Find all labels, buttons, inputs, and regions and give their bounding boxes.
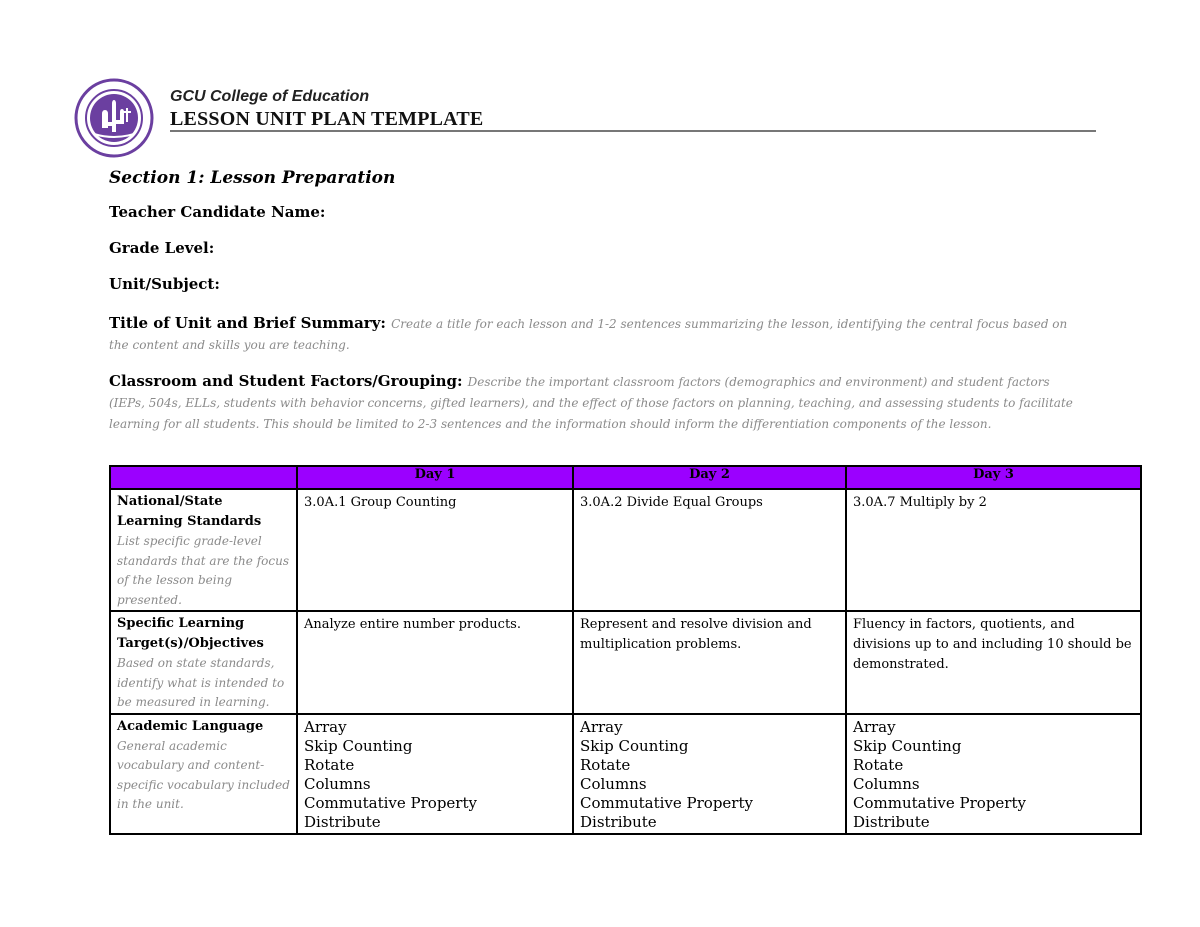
cell-day-1: 3.0A.1 Group Counting	[297, 489, 573, 611]
title-summary-label: Title of Unit and Brief Summary:	[109, 314, 386, 332]
list-item: Skip Counting	[304, 736, 413, 755]
section-title: Section 1: Lesson Preparation	[109, 168, 396, 188]
row-title: Academic Language	[117, 718, 264, 734]
header-divider	[170, 130, 1096, 132]
list-item: Array	[853, 717, 896, 736]
college-name: GCU College of Education	[170, 88, 370, 105]
list-item: Rotate	[580, 755, 631, 774]
list-item: Commutative Property	[580, 793, 753, 812]
list-item: Commutative Property	[853, 793, 1026, 812]
row-description: Based on state standards, identify what is intended to be measured in learning.	[117, 656, 285, 709]
table-row	[110, 611, 1141, 714]
header-cell-day-3: Day 3	[846, 466, 1141, 489]
list-item: Distribute	[853, 812, 930, 831]
row-title: Specific Learning Target(s)/Objectives	[117, 616, 264, 651]
table-row	[110, 714, 1141, 834]
row-header-objectives	[110, 611, 297, 714]
cell-day-2	[573, 714, 846, 834]
vocab-list-day-3	[853, 718, 1134, 832]
list-item: Rotate	[853, 755, 904, 774]
unit-subject-label: Unit/Subject:	[109, 275, 220, 293]
header-cell-day-1: Day 1	[297, 466, 573, 489]
vocab-list-day-2	[580, 718, 839, 832]
table-header-row	[110, 466, 1141, 489]
vocab-list-day-1	[304, 718, 566, 832]
row-description: List specific grade-level standards that are the focus of the lesson being presented.	[117, 534, 289, 607]
list-item: Columns	[304, 774, 371, 793]
list-item: Columns	[580, 774, 647, 793]
university-seal-logo	[72, 78, 156, 158]
teacher-name-label: Teacher Candidate Name:	[109, 203, 326, 221]
cell-day-3: Fluency in factors, quotients, and divisions up to and including 10 should be demonstrated.	[846, 611, 1141, 714]
classroom-factors-label: Classroom and Student Factors/Grouping:	[109, 372, 463, 390]
cell-day-2: Represent and resolve division and multiplication problems.	[573, 611, 846, 714]
cell-day-1: Analyze entire number products.	[297, 611, 573, 714]
cell-day-2: 3.0A.2 Divide Equal Groups	[573, 489, 846, 611]
list-item: Commutative Property	[304, 793, 477, 812]
list-item: Distribute	[580, 812, 657, 831]
header-cell-day-2: Day 2	[573, 466, 846, 489]
list-item: Array	[580, 717, 623, 736]
list-item: Skip Counting	[580, 736, 689, 755]
title-summary-hint: Create a title for each lesson and 1-2 sentences summarizing the lesson, identifying the central focus based on the content and skills you are teaching.	[109, 317, 1068, 352]
list-item: Array	[304, 717, 347, 736]
list-item: Skip Counting	[853, 736, 962, 755]
list-item: Rotate	[304, 755, 355, 774]
cell-day-3	[846, 714, 1141, 834]
template-title: LESSON UNIT PLAN TEMPLATE	[170, 108, 484, 130]
list-item: Distribute	[304, 812, 381, 831]
cell-day-3: 3.0A.7 Multiply by 2	[846, 489, 1141, 611]
list-item: Columns	[853, 774, 920, 793]
header-cell-blank	[110, 466, 297, 489]
grade-level-label: Grade Level:	[109, 239, 215, 257]
row-description: General academic vocabulary and content-specific vocabulary included in the unit.	[117, 738, 290, 811]
row-header-academic-language	[110, 714, 297, 834]
row-title: National/State Learning Standards	[117, 494, 262, 529]
classroom-factors-hint: Describe the important classroom factors (demographics and environment) and student factors (IEPs, 504s, ELLs, students with behavior concerns, gifted learners), and the effect of those factors on planning, teaching, and assessing students to facilitate learning for all students. This should be limited to 2-3 sentences and the information should inform the differentiation components of the lesson.	[109, 375, 1073, 431]
title-summary-block	[109, 313, 1084, 355]
classroom-factors-block	[109, 371, 1084, 434]
table-row	[110, 489, 1141, 611]
cell-day-1	[297, 714, 573, 834]
lesson-plan-table	[109, 465, 1142, 835]
row-header-standards	[110, 489, 297, 611]
